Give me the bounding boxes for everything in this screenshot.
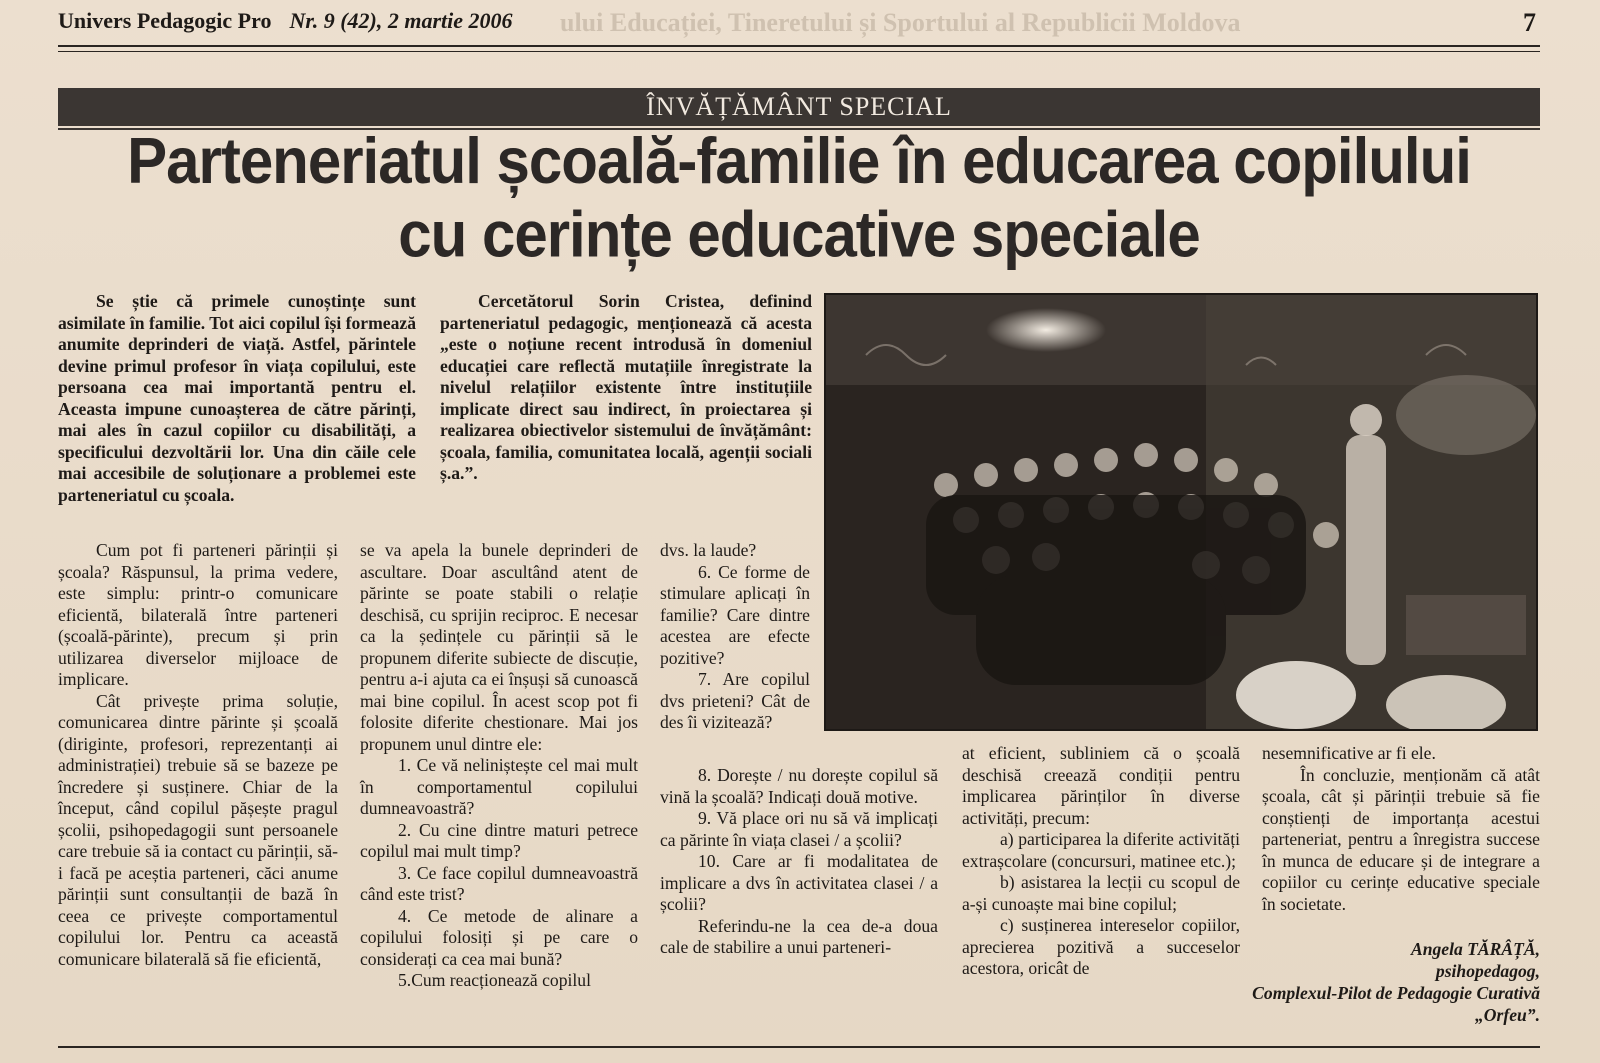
body-paragraph: nesemnificative ar fi ele. [1262,743,1436,763]
header-rule-thin [58,51,1540,52]
section-rubric [58,88,1540,126]
photo-illustration [826,295,1536,729]
page-number: 7 [1523,8,1536,37]
questionnaire-item: 1. Ce vă neliniștește cel mai mult în comportamentul copilului dumneavoastră? [360,755,638,818]
body-paragraph: se va apela la bunele deprinderi de ascultare. Doar ascultând atent de părinte se poate stabili o relație deschisă, cu sprijin reciproc. E necesar ca la ședințele cu părinții să le propunem diferite subiecte de discuție, pentru a-i ajuta ca ei înșuși să cunoască mai bine copilul. În acest scop pot fi folosite diferite chestionare. Mai jos propunem unul dintre ele: [360,540,638,754]
body-column-5 [1262,743,1540,915]
lead-column-1 [58,291,416,506]
author-institution: Complexul-Pilot de Pedagogie Curativă „Orfeu”. [1252,983,1540,1025]
questionnaire-item: 4. Ce metode de alinare a copilului folosiți și pe care o considerați ca cea mai bună? [360,905,638,969]
lead-column-2 [440,291,812,485]
questionnaire-item: dvs. la laude? [660,540,757,560]
body-column-1 [58,540,338,970]
questionnaire-item: 5.Cum reacționează copilul [398,970,591,990]
footer-rule [58,1046,1540,1048]
list-item: a) participarea la diferite activități extrașcolare (concursuri, matinee etc.); [962,829,1240,871]
questionnaire-item: 3. Ce face copilul dumneavoastră când este trist? [360,862,638,904]
title-line-1: Parteneriatul școală-familie în educarea copilului [127,124,1471,197]
questionnaire-item: 8. Dorește / nu dorește copilul să vină la școală? Indicați două motive. [660,765,938,807]
body-column-3-lower [660,765,938,959]
list-item: b) asistarea la lecții cu scopul de a-și cunoaște mai bine copilul; [962,872,1240,914]
publication-name: Univers Pedagogic Pro [58,8,272,33]
questionnaire-item: 2. Cu cine dintre maturi petrece copilul mai mult timp? [360,819,638,861]
author-role: psihopedagog, [1435,961,1540,981]
header-rule [58,45,1540,47]
questionnaire-item: 6. Ce forme de stimulare aplicați în familie? Care dintre acestea are efecte pozitive? [660,561,810,668]
article-title [58,125,1540,272]
questionnaire-item: 10. Care ar fi modalitatea de implicare a dvs în activitatea clasei / a școlii? [660,851,938,914]
body-paragraph: Cât privește prima soluție, comunicarea dintre părinte și școală (diriginte, profesori, reprezentanți ai administrației) trebuie să se bazeze pe încredere și susținere. Chiar de la început, când copilul pășește pragul școlii, psihopedagogii sunt persoanele care trebuie să ia contact cu părinții, să-i facă pe aceștia parteneri, căci anume părinții sunt consultanții de bază în ceea ce privește comportamentul copilului lor. Pentru ca această comunicare bilaterală să fie eficientă, [58,690,338,969]
body-paragraph: at eficient, subliniem că o școală deschisă creează condiții pentru implicarea părinților în diverse activități, precum: [962,743,1240,828]
body-column-3 [660,540,810,734]
body-paragraph: Cum pot fi parteneri părinții și școala? Răspunsul, la prima vedere, este simplu: printr-o comunicare eficientă, bilaterală între parteneri (școală-părinte), precum și prin utilizarea diverselor mijloace de implicare. [58,540,338,689]
author-signature [1250,938,1540,1026]
classroom-photo [824,293,1538,731]
conclusion-paragraph: În concluzie, menționăm că atât școala, cât și părinții trebuie să fie conștienți de importanța acestui parteneriat, pentru a înregistra succese în munca de educare și de integrare a copiilor cu cerințe educative speciale în societate. [1262,764,1540,914]
issue-info: Nr. 9 (42), 2 martie 2006 [289,8,513,33]
title-line-2: cu cerințe educative speciale [398,198,1200,271]
lead-paragraph-1: Se știe că primele cunoștințe sunt asimilate în familie. Tot aici copilul își formează anumite deprinderi de viață. Astfel, părintele devine primul profesor în viața copilului, este persoana cea mai importantă pentru el. Aceasta impune cunoașterea de către părinți, mai ales în cazul copiilor cu disabilități, a specificului dezvoltării lor. Una din căile cele mai accesibile de soluționare a problemei este parteneriatul cu școala. [58,291,416,505]
body-paragraph: Referindu-ne la cea de-a doua cale de stabilire a unui parteneri- [660,915,938,957]
author-name: Angela TĂRÂȚĂ, [1410,939,1540,959]
body-column-2 [360,540,638,992]
bleed-through-text: ului Educației, Tineretului și Sportului al Republicii Moldova [560,8,1241,37]
page-header [58,8,1538,42]
questionnaire-item: 9. Vă place ori nu să vă implicați ca părinte în viața clasei / a școlii? [660,808,938,850]
body-column-4 [962,743,1240,980]
lead-paragraph-2: Cercetătorul Sorin Cristea, definind parteneriatul pedagogic, menționează că acesta „este o noțiune recent introdusă în domeniul educației care reflectă mutațiile înregistrate la nivelul relațiilor existente între instituțiile implicate direct sau indirect, în proiectarea și realizarea obiectivelor sistemului de învățământ: școala, familia, comunitatea locală, agenții sociali ș.a.”. [440,291,812,483]
rubric-label: ÎNVĂȚĂMÂNT SPECIAL [646,92,952,121]
questionnaire-item: 7. Are copilul dvs prieteni? Cât de des îi vizitează? [660,669,810,732]
list-item: c) susținerea intereselor copiilor, aprecierea pozitivă a succeselor acestora, oricât de [962,915,1240,978]
